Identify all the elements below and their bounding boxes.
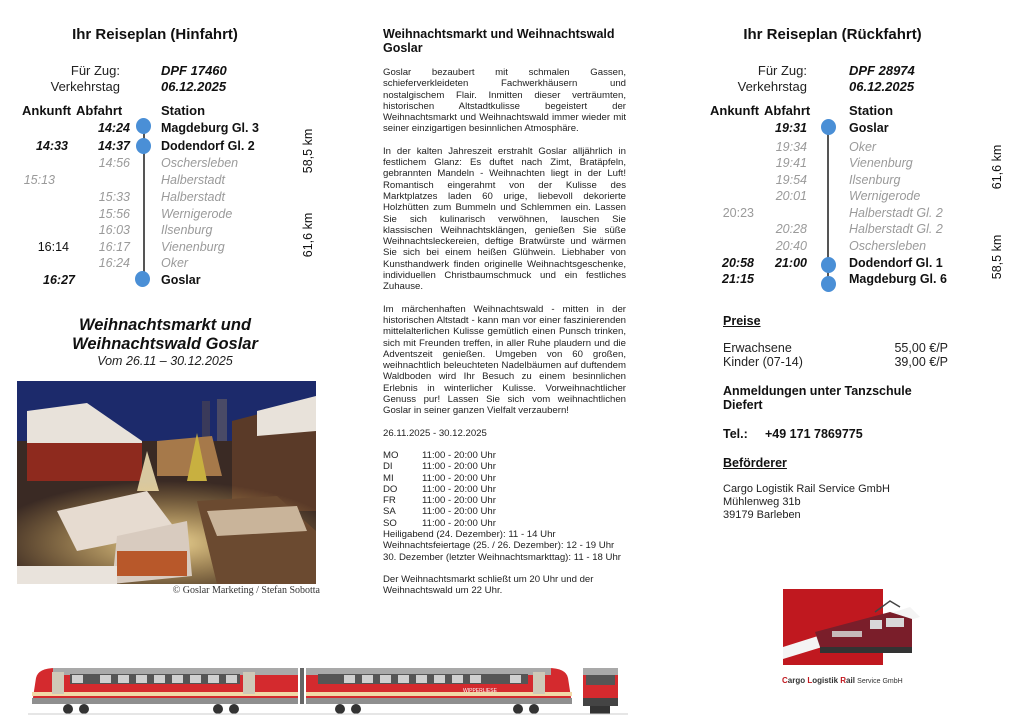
train-graphic xyxy=(28,662,628,716)
hinfahrt-title: Ihr Reiseplan (Hinfahrt) xyxy=(72,26,238,43)
article-period: 26.11.2025 - 30.12.2025 xyxy=(383,427,487,439)
prices-heading: Preise xyxy=(723,314,761,328)
phone-number[interactable]: +49 171 7869775 xyxy=(765,427,863,441)
phone-row: Tel.: +49 171 7869775 xyxy=(723,427,863,441)
price-row: Erwachsene 55,00 €/P xyxy=(723,341,948,355)
rueckfahrt-col-departure: Abfahrt xyxy=(764,103,811,118)
photo-illustration xyxy=(17,381,316,584)
event-dates: Vom 26.11 – 30.12.2025 xyxy=(97,354,233,368)
hinfahrt-tag-value: 06.12.2025 xyxy=(161,79,227,94)
article-title: Weihnachtsmarkt und Weihnachtswald Goslar xyxy=(383,27,615,55)
christmas-market-photo xyxy=(17,381,316,584)
stop-dot-icon xyxy=(135,271,150,287)
rueckfahrt-tag-value: 06.12.2025 xyxy=(849,79,915,94)
rueckfahrt-zug-value: DPF 28974 xyxy=(849,63,915,78)
price-row: Kinder (07-14) 39,00 €/P xyxy=(723,355,948,369)
hinfahrt-col-departure: Abfahrt xyxy=(76,103,123,118)
hours-row: SA 11:00 - 20:00 Uhr xyxy=(383,506,496,518)
stop-dot-icon xyxy=(136,138,151,154)
event-title-line1: Weihnachtsmarkt und xyxy=(78,316,252,334)
rueckfahrt-zug-label: Für Zug: xyxy=(757,63,807,78)
event-title-line2: Weihnachtswald Goslar xyxy=(72,335,258,353)
hinfahrt-col-station: Station xyxy=(161,103,206,118)
distance-label: 58,5 km xyxy=(990,234,1004,280)
closing-note: Der Weihnachtsmarkt schließt um 20 Uhr und der xyxy=(383,573,594,585)
special-hours: 30. Dezember (letzter Weihnachtsmarkttag): 11 - 18 Uhr xyxy=(383,551,621,563)
distance-label: 61,6 km xyxy=(301,212,315,258)
photo-credit: © Goslar Marketing / Stefan Sobotta xyxy=(172,585,320,596)
stop-dot-icon xyxy=(821,276,836,292)
carrier-street: Mühlenweg 31b xyxy=(723,496,801,508)
carrier-city: 39179 Barleben xyxy=(723,509,801,521)
article-paragraph: Im märchenhaften Weihnachtswald - mitten in der historischen Altstadt - kann man vor einer faszinierenden mittelalterlichen Kulisse gemütlich einen Punsch trinken, sich mit Freunden treffen, in aller Ruhe plaudern und die Adventszeit genießen. Umgeben von 60 großen, weihnachtlich beleuchteten Nadelbäumen auf duftendem Waldboden wird Ihr Besuch zu einem besinnlichen Erlebnis in winterlicher Kulisse. Vorweihnachtlicher Genuss pur! Lassen Sie sich vom weihnachtlichen Goslar in seiner ganzen Vielfalt verzaubern! xyxy=(383,303,626,417)
hinfahrt-zug-value: DPF 17460 xyxy=(161,63,227,78)
railcar-illustration xyxy=(28,662,628,716)
closing-note: Weihnachtswald um 22 Uhr. xyxy=(383,585,503,597)
carrier-logo xyxy=(780,587,920,687)
hinfahrt-tag-label: Verkehrstag xyxy=(50,79,120,94)
special-hours: Weihnachtsfeiertage (25. / 26. Dezember): 12 - 19 Uhr xyxy=(383,540,615,552)
hours-row: DO 11:00 - 20:00 Uhr xyxy=(383,483,496,495)
distance-label: 58,5 km xyxy=(301,128,315,174)
hours-row: MO 11:00 - 20:00 Uhr xyxy=(383,449,496,461)
locomotive-logo-icon xyxy=(780,587,920,671)
carrier-heading: Beförderer xyxy=(723,456,787,470)
hours-row: SO 11:00 - 20:00 Uhr xyxy=(383,517,496,529)
event-heading xyxy=(15,316,315,369)
hours-row: FR 11:00 - 20:00 Uhr xyxy=(383,495,496,507)
opening-hours xyxy=(383,450,626,529)
distance-label: 61,6 km xyxy=(990,144,1004,190)
rueckfahrt-tag-label: Verkehrstag xyxy=(737,79,807,94)
rueckfahrt-title: Ihr Reiseplan (Rückfahrt) xyxy=(743,26,922,43)
stop-dot-icon xyxy=(821,119,836,135)
stop-dot-icon xyxy=(821,257,836,273)
registration-note: Anmeldungen unter Tanzschule Diefert xyxy=(723,384,912,412)
logo-text: Cargo Logistik Rail Service GmbH xyxy=(782,676,903,685)
hinfahrt-col-arrival: Ankunft xyxy=(22,103,72,118)
article-paragraph: Goslar bezaubert mit schmalen Gassen, schieferverkleideten Fachwerkhäusern und nostalgischem Flair. Inmitten dieser verträumten, historischen Altstadtkulisse begeistert der Weihnachtsmarkt und Weihnachtswald immer wieder mit seiner einzigartigen besinnlichen Atmosphäre. xyxy=(383,67,626,135)
stop-dot-icon xyxy=(136,118,151,134)
article-paragraph: In der kalten Jahreszeit erstrahlt Goslar alljährlich in festlichem Glanz: Es duftet nach Zimt, Bratäpfeln, gebrannten Mandeln - Weihnachten liegt in der Luft! Romantisch eingerahmt von der Kulisse des Marktplatzes laden 60 urige, liebevoll dekorierte Holzhütten zum Bummeln und Schlemmen ein. Lassen Sie sich kulinarisch verwöhnen, lauschen Sie klassischen Weihnachtsklängen, genießen Sie süße Weihnachtsleckereien, deftige Bratwürste und wärmen Sie sich bei einem heißen Glühwein. Liebhaber von Kunsthandwerk finden originelle Weihnachtsgeschenke, individuellen Christbaumschmuck und ein festliches Zuhause. xyxy=(383,145,626,293)
info-block xyxy=(723,314,948,522)
article xyxy=(383,27,626,596)
hours-row: DI 11:00 - 20:00 Uhr xyxy=(383,461,496,473)
hinfahrt-zug-label: Für Zug: xyxy=(70,63,120,78)
rueckfahrt-col-station: Station xyxy=(849,103,894,118)
special-hours: Heiligabend (24. Dezember): 11 - 14 Uhr xyxy=(383,528,556,540)
train-name-label: WIPPERLIESE xyxy=(463,688,497,694)
carrier-name: Cargo Logistik Rail Service GmbH xyxy=(723,483,890,495)
hours-row: MI 11:00 - 20:00 Uhr xyxy=(383,472,496,484)
rueckfahrt-col-arrival: Ankunft xyxy=(710,103,760,118)
